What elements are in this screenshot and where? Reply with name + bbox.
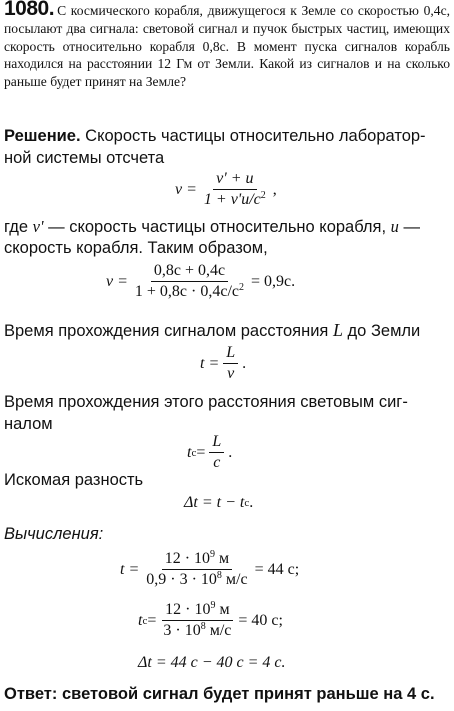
- eq4-numerator: L: [209, 433, 224, 453]
- where-line1: [4, 216, 420, 238]
- where-suffix: —: [398, 218, 421, 236]
- problem-text: С космического корабля, движущегося к Земле со скоростью 0,4с, посылают два сигнала: световой сигнал и пучок быстрых частиц, имеющих скорость относительно корабля 0,8с. В момент пуска сигналов корабль находился на расстоянии 12 Гм от Земли. Какой из сигналов и на сколько раньше будет принят на Земле?: [4, 3, 450, 90]
- eq3-lhs: t =: [200, 354, 220, 372]
- eq6-num-a: 12 · 10: [164, 550, 211, 567]
- eq6-den-b: м/с: [221, 571, 248, 588]
- equation-final-difference: Δt = 44 с − 40 с = 4 с.: [138, 654, 286, 671]
- where-prefix: где: [4, 218, 33, 236]
- time-light-line1: Время прохождения этого расстояния световым сиг-: [4, 393, 408, 411]
- answer-line: [4, 684, 450, 705]
- eq2-denominator-exponent: 2: [239, 282, 245, 293]
- eq7-num-a: 12 · 10: [165, 601, 211, 618]
- problem-statement: [4, 0, 450, 91]
- eq7-den-exp: 8: [200, 621, 206, 632]
- equation-velocity-value: [106, 262, 295, 301]
- where-u: u: [390, 217, 399, 236]
- where-mid: — скорость частицы относительно корабля,: [43, 218, 391, 236]
- answer-label: Ответ:: [4, 685, 58, 703]
- eq4-denominator: c: [213, 454, 221, 471]
- solution-label: Решение.: [4, 127, 81, 145]
- eq7-lhs: t: [138, 611, 143, 629]
- eq4-lhs: t: [187, 443, 192, 461]
- eq3-tail: .: [242, 354, 247, 372]
- eq7-result: = 40 с;: [238, 611, 283, 629]
- eq4-equals: =: [196, 443, 206, 461]
- eq6-lhs: t =: [120, 560, 140, 578]
- eq2-fraction: [132, 262, 247, 301]
- eq7-num-exp: 9: [210, 600, 216, 611]
- solution-intro-line2: ной системы отсчета: [4, 149, 165, 167]
- time-light-line2: налом: [4, 415, 53, 433]
- difference-label: Искомая разность: [4, 471, 144, 489]
- equation-tc-value: t c = $\frac{12 \cdot 10^9 м}{3 \cdot 10^8 м/с}$ = 40 с;: [138, 600, 283, 639]
- eq2-result: = 0,9c.: [251, 272, 296, 290]
- eq7-num-b: м: [215, 601, 230, 618]
- eq6-den-exp: 8: [216, 570, 222, 581]
- eq3-numerator: L: [223, 344, 238, 364]
- eq1-fraction: [201, 170, 269, 209]
- solution-intro-line1: Скорость частицы относительно лаборатор-: [80, 127, 426, 145]
- eq1-tail: ,: [272, 180, 277, 198]
- solution-intro: [4, 126, 450, 147]
- eq1-denominator: 1 + v'u/c: [203, 191, 261, 208]
- eq7-equals: =: [147, 611, 157, 629]
- equation-difference: Δt = t − t c .: [184, 494, 254, 511]
- time-signal-line: [4, 320, 420, 342]
- eq7-fraction: [160, 601, 234, 640]
- eq2-lhs: v =: [106, 272, 128, 290]
- equation-t-value: [120, 550, 299, 589]
- where-v-prime: v': [32, 217, 44, 236]
- eq7-den-a: 3 · 10: [163, 622, 201, 639]
- eq1-numerator: v' + u: [213, 170, 256, 190]
- eq1-denominator-exponent: 2: [260, 190, 266, 201]
- eq6-num-exp: 9: [210, 549, 216, 560]
- equation-time-light: t c = $\frac{L}{c}$ .: [187, 433, 233, 471]
- eq6-result: = 44 с;: [254, 560, 300, 578]
- calculations-label: Вычисления:: [4, 525, 104, 543]
- eq7-den-b: м/с: [205, 622, 232, 639]
- eq3-fraction: [223, 344, 238, 383]
- eq6-fraction: [143, 550, 250, 589]
- where-line2: скорость корабля. Таким образом,: [4, 239, 268, 257]
- time-signal-L: L: [332, 320, 343, 340]
- eq3-denominator: v: [227, 365, 235, 382]
- eq2-denominator: 1 + 0,8c · 0,4c/c: [134, 283, 240, 300]
- eq4-tail: .: [228, 443, 233, 461]
- eq2-numerator: 0,8c + 0,4c: [151, 262, 228, 282]
- eq4-fraction: [209, 433, 224, 472]
- eq1-lhs: v =: [175, 180, 197, 198]
- answer-text: световой сигнал будет принят раньше на 4 с.: [57, 685, 435, 703]
- equation-velocity-formula: [175, 170, 277, 209]
- eq5-tail: .: [249, 494, 254, 511]
- time-signal-prefix: Время прохождения сигналом расстояния: [4, 322, 333, 340]
- problem-number: 1080.: [4, 0, 55, 20]
- time-signal-suffix: до Земли: [342, 322, 421, 340]
- equation-time-particle: [200, 344, 246, 383]
- eq5-lhs: Δt = t − t: [184, 494, 245, 511]
- eq6-den-a: 0,9 · 3 · 10: [146, 571, 217, 588]
- eq6-num-b: м: [215, 550, 230, 567]
